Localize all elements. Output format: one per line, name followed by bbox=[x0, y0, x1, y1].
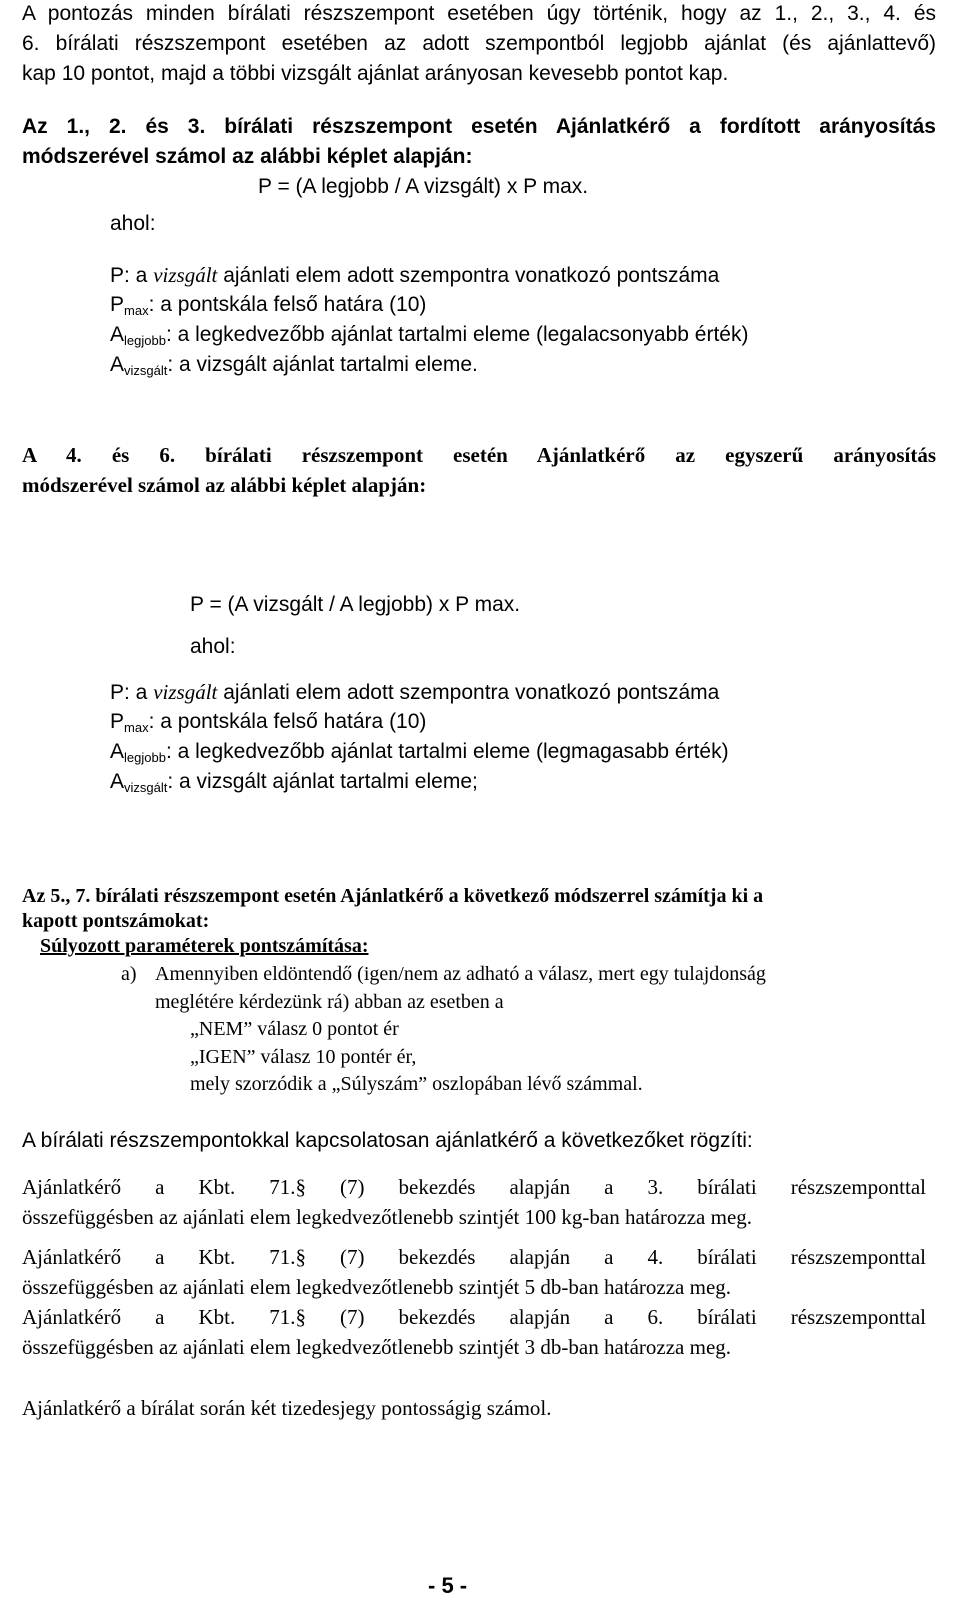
page-number: - 5 - bbox=[428, 1573, 468, 1598]
notes-intro: A bírálati részszempontokkal kapcsolatosan ajánlatkérő a következőket rögzíti: bbox=[22, 1129, 753, 1152]
section3-heading-line-1: Az 5., 7. bírálati részszempont esetén Ajánlatkérő a következő módszerrel számítja ki a bbox=[22, 885, 764, 907]
section1-def-pmax: $P_{max}$: a pontskála felső határa (10) bbox=[110, 293, 427, 318]
notes-final: Ajánlatkérő a bírálat során két tizedesjegy pontosságig számol. bbox=[22, 1396, 552, 1420]
intro-line-2: 6. bírálati részszempont esetében az adott szempontból legjobb ajánlat (és ajánlattevő) bbox=[22, 32, 936, 55]
section3-item-a-marker: a) bbox=[121, 963, 137, 985]
notes-p3-line-2: összefüggésben az ajánlati elem legkedvezőtlenebb szintjét 3 db-ban határozza meg. bbox=[22, 1335, 732, 1359]
notes-p2-line-1: Ajánlatkérő a Kbt. 71.§ (7) bekezdés alapján a 4. bírálati részszemponttal bbox=[22, 1245, 926, 1269]
section1-heading-line-2: módszerével számol az alábbi képlet alapján: bbox=[22, 145, 473, 168]
section2-formula: P = (A vizsgált / A legjobb) x P max. bbox=[190, 593, 521, 616]
section2-def-alegjobb: $A_{legjobb}$: a legkedvezőbb ajánlat tartalmi eleme (legmagasabb érték) bbox=[110, 740, 729, 765]
notes-p1-line-1: Ajánlatkérő a Kbt. 71.§ (7) bekezdés alapján a 3. bírálati részszemponttal bbox=[22, 1175, 926, 1199]
section1-def-avizsgalt: $A_{vizsgált}$: a vizsgált ajánlat tartalmi eleme. bbox=[110, 353, 478, 378]
section2-where-label: ahol: bbox=[190, 635, 236, 658]
notes-p1-line-2: összefüggésben az ajánlati elem legkedvezőtlenebb szintjét 100 kg-ban határozza meg. bbox=[22, 1205, 753, 1229]
section2-def-p: P: a vizsgált ajánlati elem adott szempontra vonatkozó pontszáma bbox=[110, 680, 720, 704]
section3-item-a-line-3: „NEM” válasz 0 pontot ér bbox=[190, 1018, 399, 1040]
section1-formula: P = (A legjobb / A vizsgált) x P max. bbox=[258, 175, 589, 198]
section1-heading-line-1: Az 1., 2. és 3. bírálati részszempont esetén Ajánlatkérő a fordított arányosítás bbox=[22, 115, 936, 138]
section3-item-a-line-4: „IGEN” válasz 10 pontér ér, bbox=[190, 1046, 417, 1068]
section3-item-a-line-1: Amennyiben eldöntendő (igen/nem az adható a válasz, mert egy tulajdonság bbox=[155, 963, 766, 985]
section3-heading-line-2: kapott pontszámokat: bbox=[22, 910, 210, 932]
section3-item-a-line-5: mely szorzódik a „Súlyszám” oszlopában lévő számmal. bbox=[190, 1073, 643, 1095]
notes-p2-line-2: összefüggésben az ajánlati elem legkedvezőtlenebb szintjét 5 db-ban határozza meg. bbox=[22, 1275, 732, 1299]
section1-where-label: ahol: bbox=[110, 212, 156, 235]
section2-def-avizsgalt: $A_{vizsgált}$: a vizsgált ajánlat tartalmi eleme; bbox=[110, 770, 478, 795]
section2-heading-line-1: A 4. és 6. bírálati részszempont esetén Ajánlatkérő az egyszerű arányosítás bbox=[22, 443, 936, 467]
intro-line-1: A pontozás minden bírálati részszempont esetében úgy történik, hogy az 1., 2., 3., 4. és bbox=[22, 2, 936, 25]
section1-def-p: P: a vizsgált ajánlati elem adott szempontra vonatkozó pontszáma bbox=[110, 263, 720, 287]
section3-subheading: Súlyozott paraméterek pontszámítása: bbox=[40, 935, 369, 957]
notes-p3-line-1: Ajánlatkérő a Kbt. 71.§ (7) bekezdés alapján a 6. bírálati részszemponttal bbox=[22, 1305, 926, 1329]
intro-line-3: kap 10 pontot, majd a többi vizsgált ajánlat arányosan kevesebb pontot kap. bbox=[22, 62, 729, 85]
section1-def-alegjobb: $A_{legjobb}$: a legkedvezőbb ajánlat tartalmi eleme (legalacsonyabb érték) bbox=[110, 323, 749, 348]
section2-heading-line-2: módszerével számol az alábbi képlet alapján: bbox=[22, 473, 427, 497]
section2-def-pmax: $P_{max}$: a pontskála felső határa (10) bbox=[110, 710, 427, 735]
section3-item-a-line-2: meglétére kérdezünk rá) abban az esetben a bbox=[155, 991, 504, 1013]
